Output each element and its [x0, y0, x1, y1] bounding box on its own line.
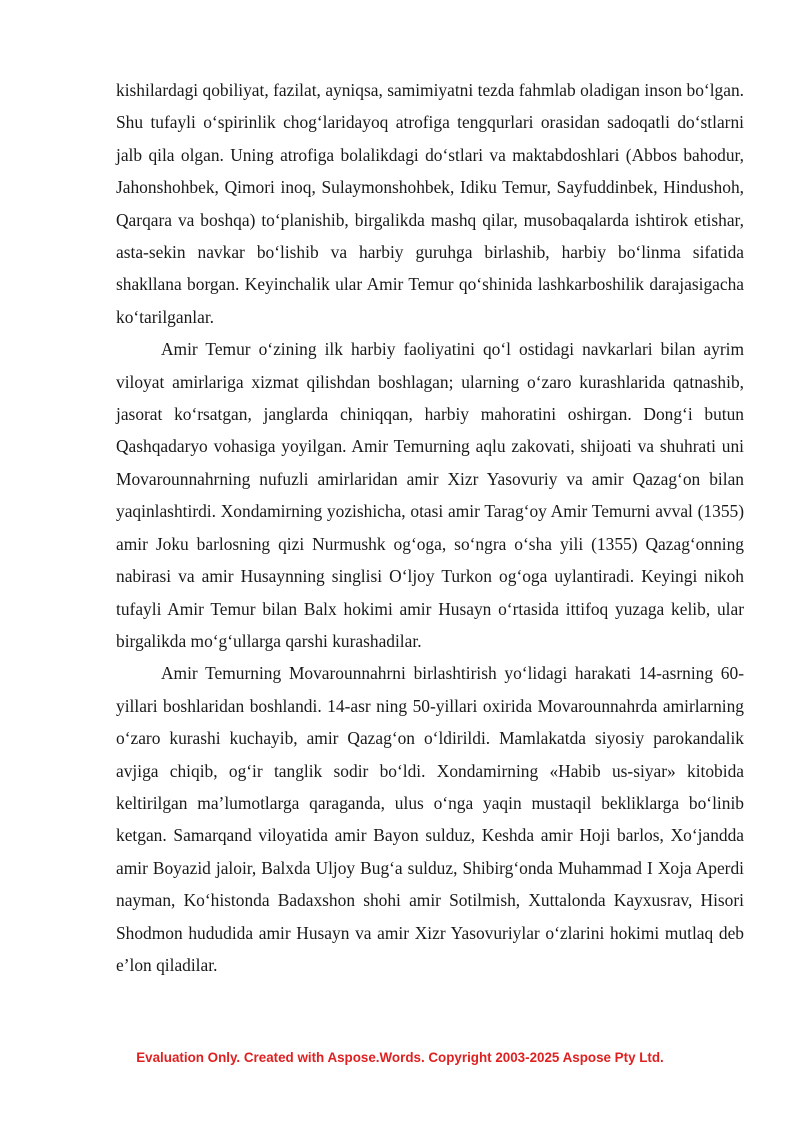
body-text	[116, 74, 744, 981]
paragraph-2: Amir Temur o‘zining ilk harbiy faoliyatini qo‘l ostidagi navkarlari bilan ayrim viloyat amirlariga xizmat qilishdan boshlagan; ularning o‘zaro kurashlarida qatnashib, jasorat ko‘rsatgan, janglarda chiniqqan, harbiy mahoratini oshirgan. Dong‘i butun Qashqadaryo vohasiga yoyilgan. Amir Temurning aqlu zakovati, shijoati va shuhrati uni Movarounnahrning nufuzli amirlaridan amir Xizr Yasovuriy va amir Qazag‘on bilan yaqinlashtirdi. Xondamirning yozishicha, otasi amir Tarag‘oy Amir Temurni avval (1355) amir Joku barlosning qizi Nurmushk og‘oga, so‘ngra o‘sha yili (1355) Qazag‘onning nabirasi va amir Husaynning singlisi O‘ljoy Turkon og‘oga uylantiradi. Keyingi nikoh tufayli Amir Temur bilan Balx hokimi amir Husayn o‘rtasida ittifoq yuzaga kelib, ular birgalikda mo‘g‘ullarga qarshi kurashadilar.	[116, 339, 744, 651]
paragraph-1: kishilardagi qobiliyat, fazilat, ayniqsa, samimiyatni tezda fahmlab oladigan inson bo‘lgan. Shu tufayli o‘spirinlik chog‘laridayoq atrofiga tengqurlari orasidan sadoqatli do‘stlarni jalb qila olgan. Uning atrofiga bolalikdagi do‘stlari va maktabdoshlari (Abbos bahodur, Jahonshohbek, Qimori inoq, Sulaymonshohbek, Idiku Temur, Sayfuddinbek, Hindushoh, Qarqara va boshqa) to‘planishib, birgalikda mashq qilar, musobaqalarda ishtirok etishar, asta-sekin navkar bo‘lishib va harbiy guruhga birlashib, harbiy bo‘linma sifatida shakllana borgan. Keyinchalik ular Amir Temur qo‘shinida lashkarboshilik darajasigacha ko‘tarilganlar.	[116, 80, 744, 327]
evaluation-watermark: Evaluation Only. Created with Aspose.Words. Copyright 2003-2025 Aspose Pty Ltd.	[136, 1050, 664, 1065]
paragraph-3: Amir Temurning Movarounnahrni birlashtirish yo‘lidagi harakati 14-asrning 60-yillari boshlaridan boshlandi. 14-asr ning 50-yillari oxirida Movarounnahrda amirlarning o‘zaro kurashi kuchayib, amir Qazag‘on o‘ldirildi. Mamlakatda siyosiy parokandalik avjiga chiqib, og‘ir tanglik sodir bo‘ldi. Xondamirning «Habib us-siyar» kitobida keltirilgan ma’lumotlarga qaraganda, ulus o‘nga yaqin mustaqil bekliklarga bo‘linib ketgan. Samarqand viloyatida amir Bayon sulduz, Keshda amir Hoji barlos, Xo‘jandda amir Boyazid jaloir, Balxda Uljoy Bug‘a sulduz, Shibirg‘onda Muhammad I Xoja Aperdi nayman, Ko‘histonda Badaxshon shohi amir Sotilmish, Xuttalonda Kayxusrav, Hisori Shodmon hududida amir Husayn va amir Xizr Yasovuriylar o‘zlarini hokimi mutlaq deb e’lon qiladilar.	[116, 663, 744, 975]
